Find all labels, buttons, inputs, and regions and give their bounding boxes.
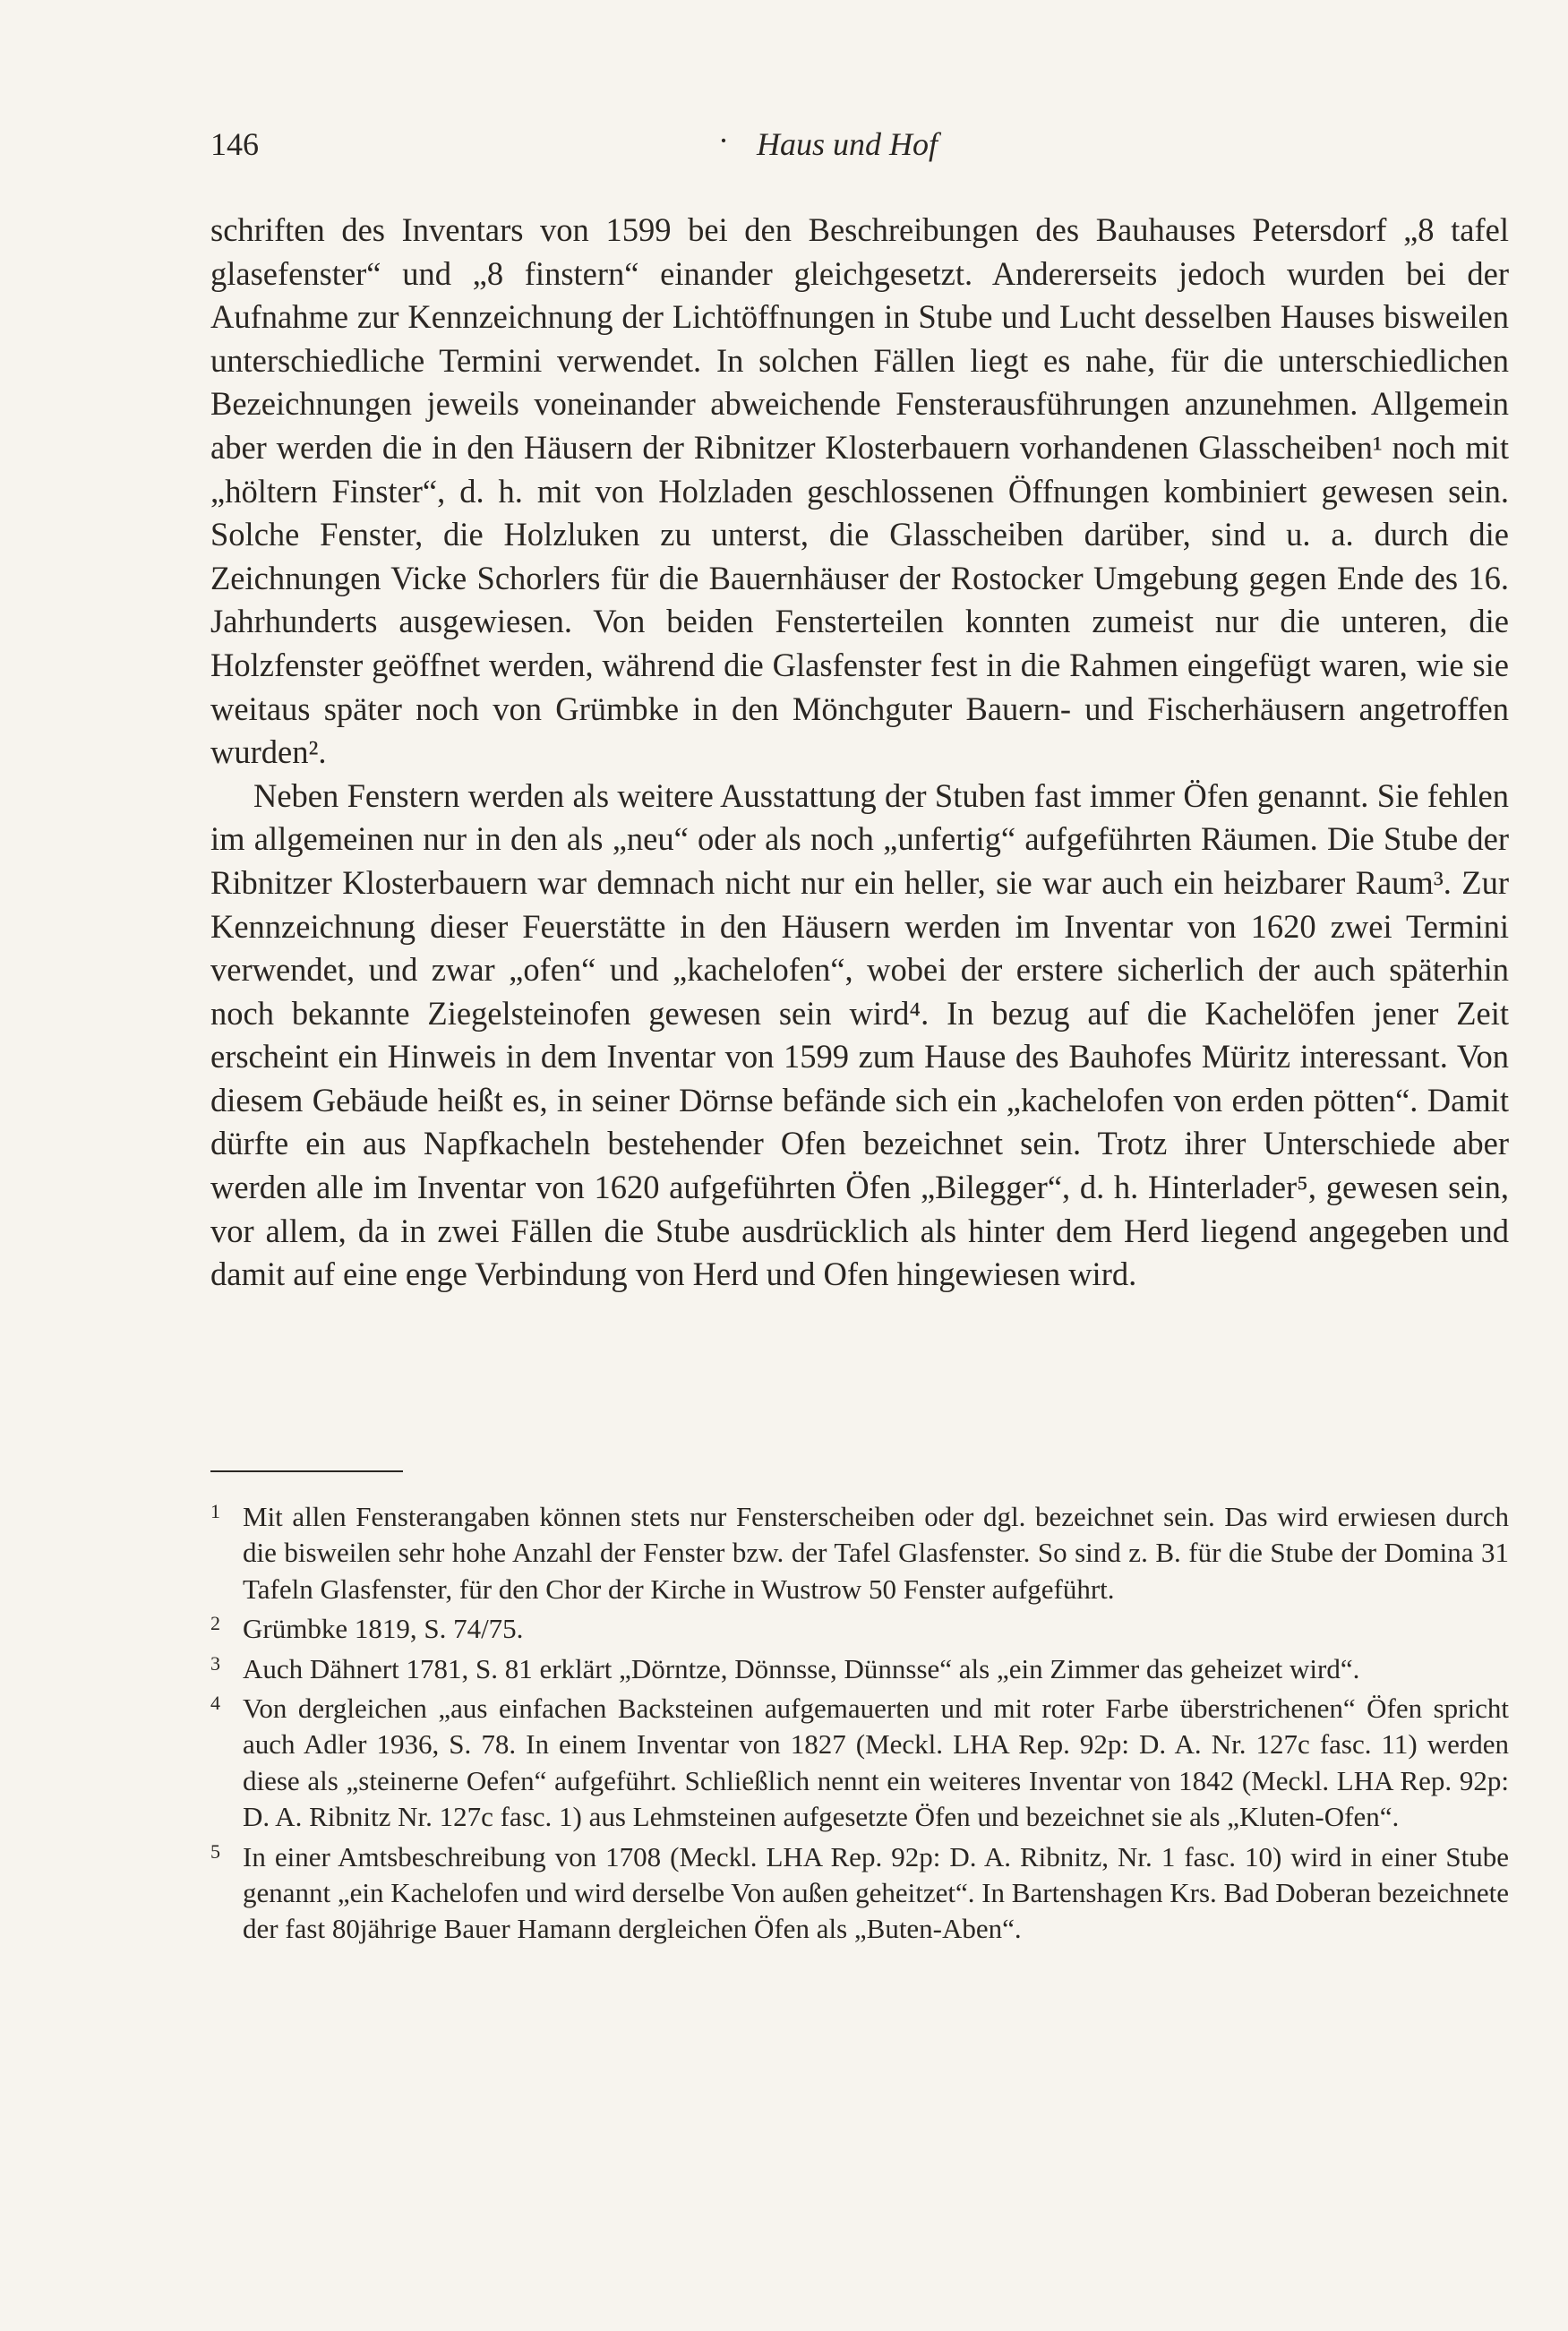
footnote-text: Grümbke 1819, S. 74/75.	[243, 1613, 524, 1645]
page-number: 146	[210, 126, 259, 162]
footnote-marker: 3	[210, 1651, 220, 1675]
footnote-marker: 1	[210, 1500, 220, 1522]
footnote-marker: 5	[210, 1839, 220, 1863]
running-head: Haus und Hof	[757, 126, 938, 162]
footnote-text: Auch Dähnert 1781, S. 81 erklärt „Dörntze, Dönnsse, Dünnsse“ als „ein Zimmer das geheizet wird“.	[243, 1652, 1360, 1684]
footnote-2	[210, 1611, 1509, 1647]
footnote-marker: 2	[210, 1612, 220, 1635]
footnotes	[210, 1499, 1509, 1951]
footnote-marker: 4	[210, 1692, 220, 1715]
footnote-1	[210, 1499, 1509, 1607]
header-separator-dot: ·	[718, 123, 729, 159]
paragraph: schriften des Inventars von 1599 bei den Beschreibungen des Bauhauses Petersdorf „8 tafel glasefenster“ und „8 finstern“ einander gleichgesetzt. Andererseits jedoch wurden bei der Aufnahme zur Kennzeichnung der Lichtöffnungen in Stube und Lucht desselben Hauses bisweilen unterschiedliche Termini verwendet. In solchen Fällen liegt es nahe, für die unterschiedlichen Bezeichnungen jeweils voneinander abweichende Fensterausführungen anzunehmen. Allgemein aber werden die in den Häusern der Ribnitzer Klosterbauern vorhandenen Glasscheiben¹ noch mit „höltern Finster“, d. h. mit von Holzladen geschlossenen Öffnungen kombiniert gewesen sein. Solche Fenster, die Holzluken zu unterst, die Glasscheiben darüber, sind u. a. durch die Zeichnungen Vicke Schorlers für die Bauernhäuser der Rostocker Umgebung gegen Ende des 16. Jahrhunderts ausgewiesen. Von beiden Fensterteilen konnten zumeist nur die unteren, die Holzfenster geöffnet werden, während die Glasfenster fest in die Rahmen eingefügt waren, wie sie weitaus später noch von Grümbke in den Mönchguter Bauern- und Fischerhäusern angetroffen wurden².	[210, 211, 1509, 771]
footnote-text: Mit allen Fensterangaben können stets nur Fensterscheiben oder dgl. bezeichnet sein. Das wird erwiesen durch die bisweilen sehr hohe Anzahl der Fenster bzw. der Tafel Glasfenster. So sind z. B. für die Stube der Domina 31 Tafeln Glasfenster, für den Chor der Kirche in Wustrow 50 Fenster aufgeführt.	[243, 1501, 1509, 1605]
paragraph: Neben Fenstern werden als weitere Ausstattung der Stuben fast immer Öfen genannt. Sie fehlen im allgemeinen nur in den als „neu“ oder als noch „unfertig“ aufgeführten Räumen. Die Stube der Ribnitzer Klosterbauern war demnach nicht nur ein heller, sie war auch ein heizbarer Raum³. Zur Kennzeichnung dieser Feuerstätte in den Häusern werden im Inventar von 1620 zwei Termini verwendet, und zwar „ofen“ und „kachelofen“, wobei der erstere sicherlich der auch späterhin noch bekannte Ziegelsteinofen gewesen sein wird⁴. In bezug auf die Kachelöfen jener Zeit erscheint ein Hinweis in dem Inventar von 1599 zum Hause des Bauhofes Müritz interessant. Von diesem Gebäude heißt es, in seiner Dörnse befände sich ein „kachelofen von erden pötten“. Damit dürfte ein aus Napfkacheln bestehender Ofen bezeichnet sein. Trotz ihrer Unterschiede aber werden alle im Inventar von 1620 aufgeführten Öfen „Bilegger“, d. h. Hinterlader⁵, gewesen sein, vor allem, da in zwei Fällen die Stube ausdrücklich als hinter dem Herd liegend angegeben und damit auf eine enge Verbindung von Herd und Ofen hingewiesen wird.	[210, 776, 1509, 1293]
footnote-text: In einer Amtsbeschreibung von 1708 (Meckl. LHA Rep. 92p: D. A. Ribnitz, Nr. 1 fasc. 10) wird in einer Stube genannt „ein Kachelofen und wird derselbe Von außen geheitzet“. In Bartenshagen Krs. Bad Doberan bezeichnete der fast 80jährige Bauer Hamann dergleichen Öfen als „Buten-Aben“.	[243, 1840, 1509, 1945]
footnote-rule	[210, 1470, 403, 1472]
footnote-text: Von dergleichen „aus einfachen Backsteinen aufgemauerten und mit roter Farbe überstrichenen“ Öfen spricht auch Adler 1936, S. 78. In einem Inventar von 1827 (Meckl. LHA Rep. 92p: D. A. Nr. 127c fasc. 11) werden diese als „steinerne Oefen“ aufgeführt. Schließlich nennt ein weiteres Inventar von 1842 (Meckl. LHA Rep. 92p: D. A. Ribnitz Nr. 127c fasc. 1) aus Lehmsteinen aufgesetzte Öfen und bezeichnet sie als „Kluten-Ofen“.	[243, 1693, 1509, 1833]
page-header	[210, 125, 1509, 176]
main-text	[210, 209, 1509, 1297]
footnote-5	[210, 1839, 1509, 1948]
footnote-3	[210, 1651, 1509, 1687]
footnote-4	[210, 1691, 1509, 1836]
